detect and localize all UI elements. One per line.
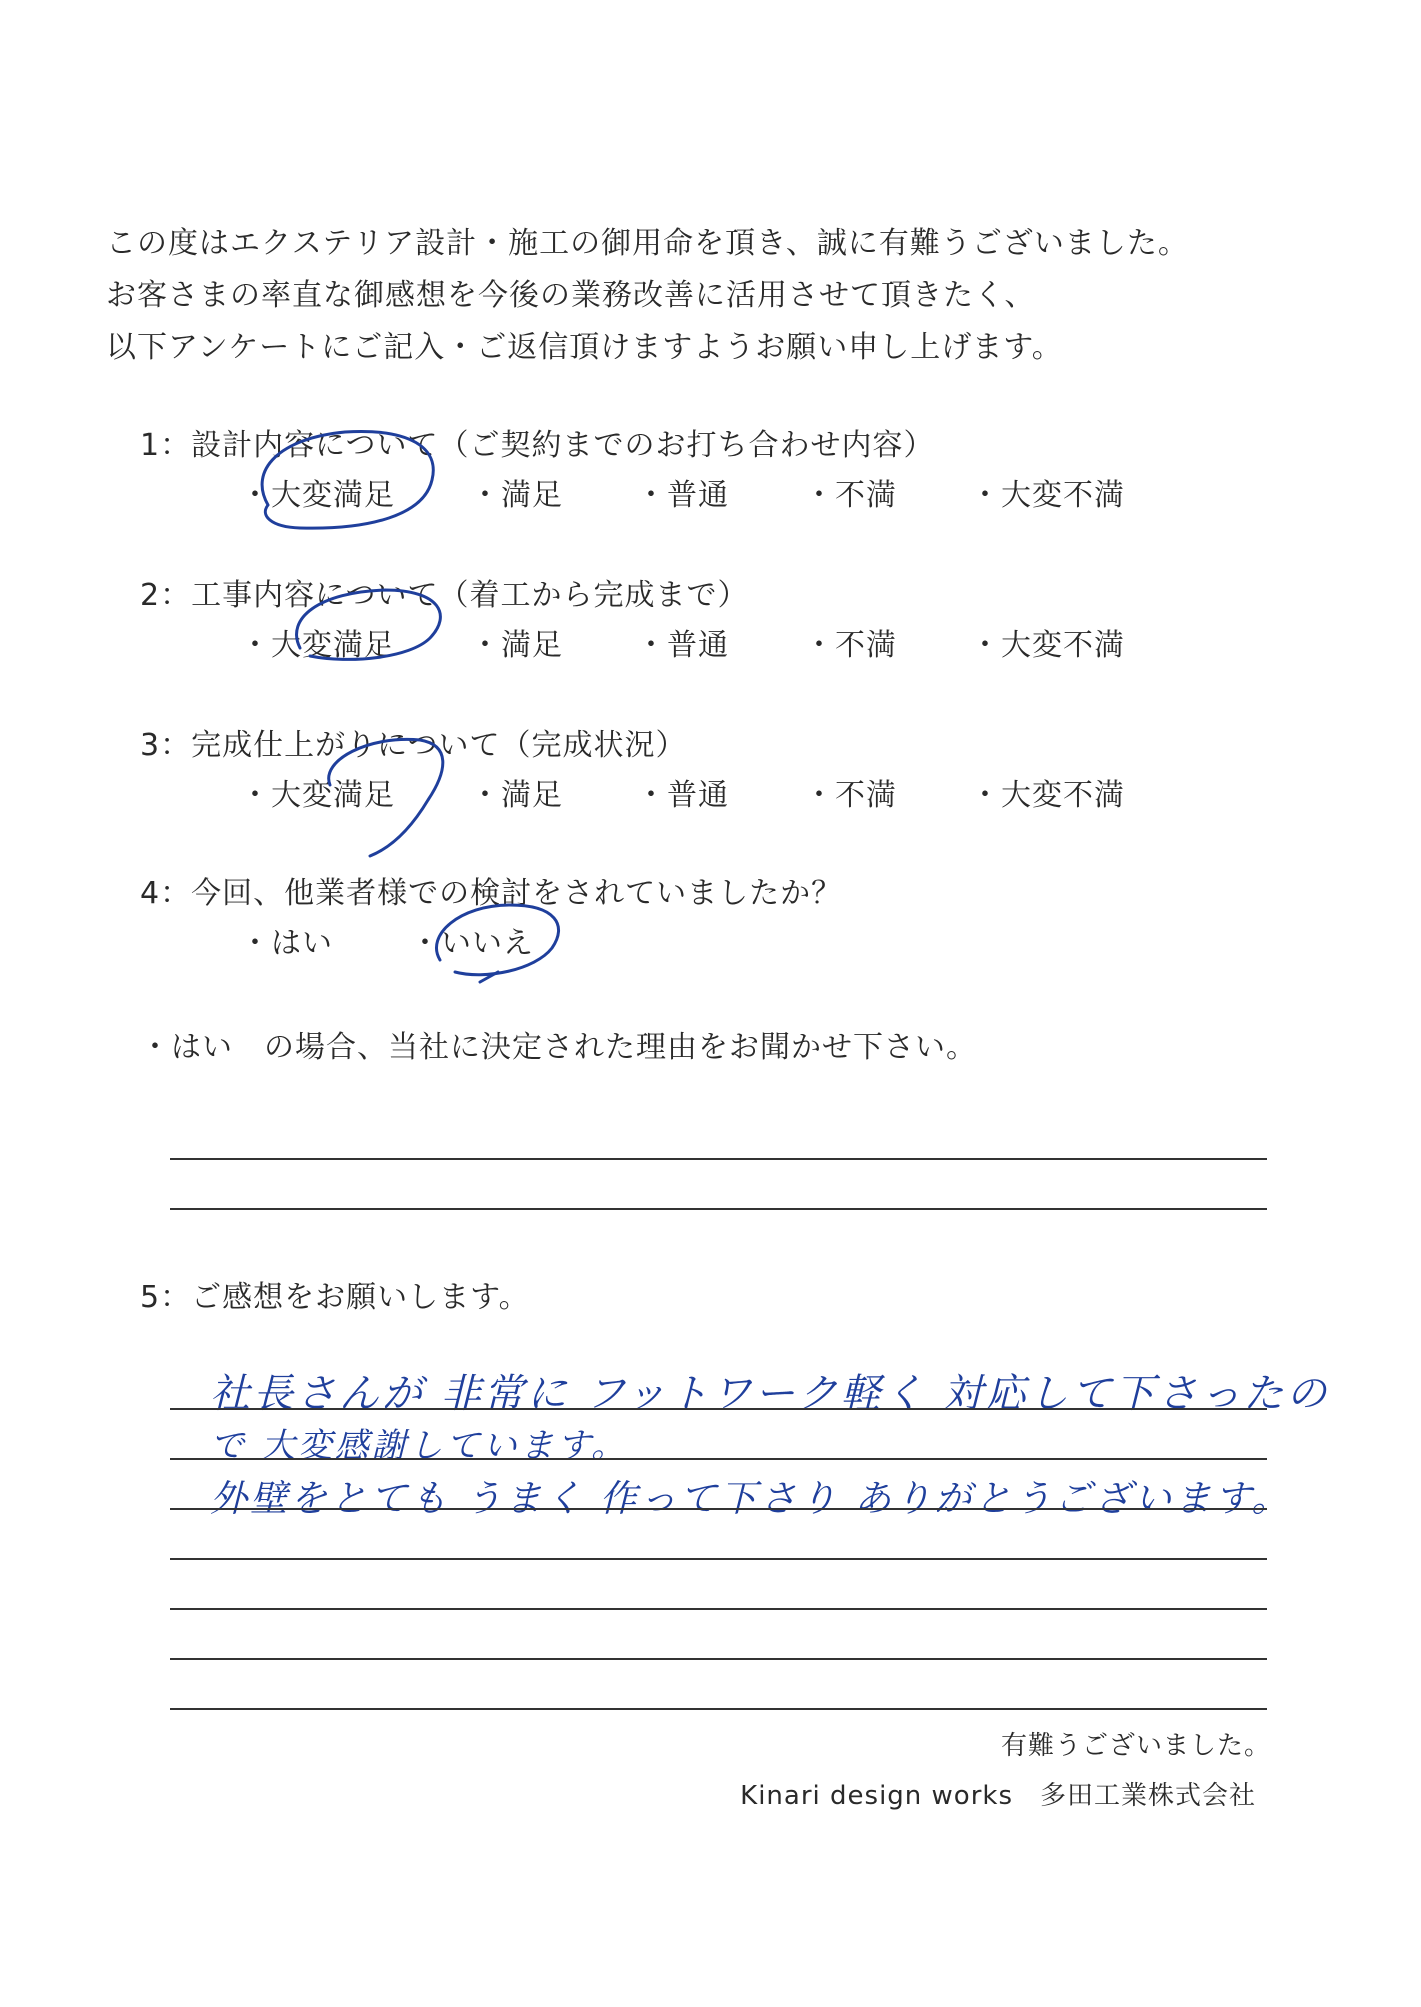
comment-line-1[interactable]: [170, 1408, 1267, 1410]
q4-option-yes[interactable]: ・はい: [240, 926, 333, 961]
q1-option-normal[interactable]: ・普通: [636, 478, 729, 513]
reason-prompt: ・はい の場合、当社に決定された理由をお聞かせ下さい。: [140, 1030, 977, 1065]
q3-option-normal[interactable]: ・普通: [636, 778, 729, 813]
q2-option-very-satisfied[interactable]: ・大変満足: [240, 628, 395, 663]
q1-option-very-dissatisfied[interactable]: ・大変不満: [970, 478, 1125, 513]
intro-line-3: 以下アンケートにご記入・ご返信頂けますようお願い申し上げます。: [106, 330, 1063, 365]
q3-option-satisfied[interactable]: ・満足: [470, 778, 563, 813]
reason-answer-line-2[interactable]: [170, 1208, 1267, 1210]
comment-line-5[interactable]: [170, 1608, 1267, 1610]
question-2-label: 2：工事内容について（着工から完成まで）: [140, 578, 749, 613]
q3-option-very-dissatisfied[interactable]: ・大変不満: [970, 778, 1125, 813]
q2-option-dissatisfied[interactable]: ・不満: [804, 628, 897, 663]
footer-company: Kinari design works 多田工業株式会社: [740, 1781, 1256, 1811]
comment-line-7[interactable]: [170, 1708, 1267, 1710]
q2-option-normal[interactable]: ・普通: [636, 628, 729, 663]
q3-option-dissatisfied[interactable]: ・不満: [804, 778, 897, 813]
q2-option-very-dissatisfied[interactable]: ・大変不満: [970, 628, 1125, 663]
comment-line-2[interactable]: [170, 1458, 1267, 1460]
question-3-label: 3：完成仕上がりについて（完成状況）: [140, 728, 687, 763]
question-1-label: 1：設計内容について（ご契約までのお打ち合わせ内容）: [140, 428, 935, 463]
question-4-label: 4：今回、他業者様での検討をされていましたか？: [140, 876, 843, 911]
q1-option-very-satisfied[interactable]: ・大変満足: [240, 478, 395, 513]
question-5-label: 5：ご感想をお願いします。: [140, 1280, 530, 1315]
handwritten-comment-line-3: 外壁をとても うまく 作って下さり ありがとうございます。: [210, 1477, 1292, 1520]
comment-line-6[interactable]: [170, 1658, 1267, 1660]
comment-line-4[interactable]: [170, 1558, 1267, 1560]
handwritten-comment-line-2: で 大変感謝しています。: [210, 1426, 629, 1466]
q1-option-satisfied[interactable]: ・満足: [470, 478, 563, 513]
q4-selection-tail: [480, 972, 498, 982]
q1-option-dissatisfied[interactable]: ・不満: [804, 478, 897, 513]
footer-thanks: 有難うございました。: [1000, 1731, 1271, 1761]
intro-line-1: この度はエクステリア設計・施工の御用命を頂き、誠に有難うございました。: [106, 226, 1189, 261]
q4-option-no[interactable]: ・いいえ: [410, 926, 534, 961]
q3-option-very-satisfied[interactable]: ・大変満足: [240, 778, 395, 813]
q2-option-satisfied[interactable]: ・満足: [470, 628, 563, 663]
reason-answer-line-1[interactable]: [170, 1158, 1267, 1160]
intro-line-2: お客さまの率直な御感想を今後の業務改善に活用させて頂きたく、: [106, 278, 1036, 313]
handwritten-comment-line-1: 社長さんが 非常に フットワーク軽く 対応して下さったの: [210, 1371, 1330, 1417]
comment-line-3[interactable]: [170, 1508, 1267, 1510]
